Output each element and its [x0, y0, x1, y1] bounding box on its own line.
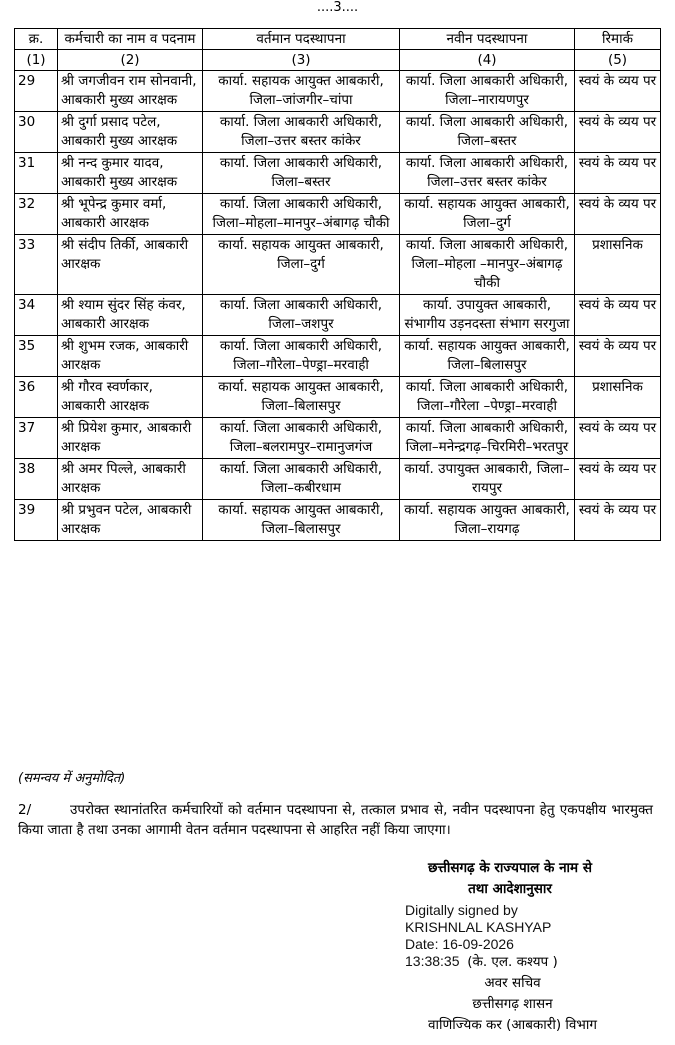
- paragraph-number: 2/: [18, 802, 32, 818]
- officer-title: अवर सचिव: [484, 975, 541, 991]
- row-remark: स्वयं के व्यय पर: [575, 71, 661, 112]
- row-new-posting: कार्या. सहायक आयुक्त आबकारी, जिला–दुर्ग: [400, 194, 575, 235]
- row-remark: स्वयं के व्यय पर: [575, 418, 661, 459]
- table-row: [15, 377, 661, 418]
- paragraph-text: उपरोक्त स्थानांतरित कर्मचारियों को वर्तमान पदस्थापना से, तत्काल प्रभाव से, नवीन पदस्थापना हेतु एकपक्षीय भारमुक्त किया जाता है तथा उनका आगामी वेतन वर्तमान पदस्थापना से आहरित नहीं किया जाएगा।: [18, 802, 653, 838]
- row-remark: प्रशासनिक: [575, 377, 661, 418]
- row-new-posting: कार्या. उपायुक्त आबकारी, संभागीय उड़नदस्ता संभाग सरगुजा: [400, 295, 575, 336]
- row-remark: स्वयं के व्यय पर: [575, 459, 661, 500]
- row-new-posting: कार्या. सहायक आयुक्त आबकारी, जिला–रायगढ़: [400, 500, 575, 541]
- row-sno: 32: [15, 194, 58, 235]
- col-number: (2): [58, 50, 203, 71]
- header-name: कर्मचारी का नाम व पदनाम: [58, 29, 203, 50]
- table-row: [15, 295, 661, 336]
- row-current-posting: कार्या. सहायक आयुक्त आबकारी, जिला–बिलासपुर: [203, 500, 400, 541]
- row-sno: 35: [15, 336, 58, 377]
- digital-signature-name: KRISHNLAL KASHYAP: [405, 919, 552, 935]
- transfer-table: [14, 28, 661, 541]
- table-row: [15, 71, 661, 112]
- row-sno: 34: [15, 295, 58, 336]
- governor-order-line: [390, 858, 630, 900]
- row-new-posting: कार्या. जिला आबकारी अधिकारी, जिला–गौरेला –पेण्ड्रा–मरवाही: [400, 377, 575, 418]
- table-row: [15, 194, 661, 235]
- digital-signature-line: Digitally signed by: [405, 902, 518, 918]
- row-current-posting: कार्या. जिला आबकारी अधिकारी, जिला–बलरामपुर–रामानुजगंज: [203, 418, 400, 459]
- col-number: (4): [400, 50, 575, 71]
- row-current-posting: कार्या. सहायक आयुक्त आबकारी, जिला–बिलासपुर: [203, 377, 400, 418]
- table-row: [15, 153, 661, 194]
- row-current-posting: कार्या. जिला आबकारी अधिकारी, जिला–मोहला–मानपुर–अंबागढ़ चौकी: [203, 194, 400, 235]
- row-remark: स्वयं के व्यय पर: [575, 336, 661, 377]
- row-remark: स्वयं के व्यय पर: [575, 500, 661, 541]
- table-row: [15, 112, 661, 153]
- row-sno: 38: [15, 459, 58, 500]
- row-remark: स्वयं के व्यय पर: [575, 194, 661, 235]
- row-current-posting: कार्या. जिला आबकारी अधिकारी, जिला–उत्तर बस्तर कांकेर: [203, 112, 400, 153]
- row-employee-name: श्री जगजीवन राम सोनवानी, आबकारी मुख्य आरक्षक: [58, 71, 203, 112]
- table-row: [15, 235, 661, 295]
- row-remark: स्वयं के व्यय पर: [575, 112, 661, 153]
- row-new-posting: कार्या. जिला आबकारी अधिकारी, जिला–मोहला –मानपुर–अंबागढ़ चौकी: [400, 235, 575, 295]
- row-remark: प्रशासनिक: [575, 235, 661, 295]
- row-sno: 30: [15, 112, 58, 153]
- row-employee-name: श्री प्रभुवन पटेल, आबकारी आरक्षक: [58, 500, 203, 541]
- table-row: [15, 418, 661, 459]
- col-number: (3): [203, 50, 400, 71]
- row-employee-name: श्री शुभम रजक, आबकारी आरक्षक: [58, 336, 203, 377]
- table-row: [15, 500, 661, 541]
- digital-signature-date: Date: 16-09-2026: [405, 936, 514, 952]
- row-sno: 29: [15, 71, 58, 112]
- row-current-posting: कार्या. जिला आबकारी अधिकारी, जिला–जशपुर: [203, 295, 400, 336]
- row-employee-name: श्री प्रियेश कुमार, आबकारी आरक्षक: [58, 418, 203, 459]
- row-employee-name: श्री भूपेन्द्र कुमार वर्मा, आबकारी आरक्षक: [58, 194, 203, 235]
- digital-signature-time: 13:38:35: [405, 953, 460, 969]
- row-employee-name: श्री संदीप तिर्की, आबकारी आरक्षक: [58, 235, 203, 295]
- officer-block: [400, 952, 625, 1036]
- row-employee-name: श्री श्याम सुंदर सिंह कंवर, आबकारी आरक्षक: [58, 295, 203, 336]
- row-new-posting: कार्या. उपायुक्त आबकारी, जिला–रायपुर: [400, 459, 575, 500]
- row-new-posting: कार्या. जिला आबकारी अधिकारी, जिला–उत्तर बस्तर कांकेर: [400, 153, 575, 194]
- col-number: (1): [15, 50, 58, 71]
- column-number-row: [15, 50, 661, 71]
- row-current-posting: कार्या. जिला आबकारी अधिकारी, जिला–गौरेला–पेण्ड्रा–मरवाही: [203, 336, 400, 377]
- row-sno: 31: [15, 153, 58, 194]
- row-new-posting: कार्या. जिला आबकारी अधिकारी, जिला–बस्तर: [400, 112, 575, 153]
- row-sno: 36: [15, 377, 58, 418]
- governor-line-2: तथा आदेशानुसार: [468, 881, 552, 897]
- header-current-posting: वर्तमान पदस्थापना: [203, 29, 400, 50]
- table-header-row: [15, 29, 661, 50]
- row-remark: स्वयं के व्यय पर: [575, 295, 661, 336]
- row-new-posting: कार्या. जिला आबकारी अधिकारी, जिला–नारायणपुर: [400, 71, 575, 112]
- row-employee-name: श्री अमर पिल्ले, आबकारी आरक्षक: [58, 459, 203, 500]
- header-new-posting: नवीन पदस्थापना: [400, 29, 575, 50]
- page-marker: ....3....: [316, 0, 359, 15]
- header-remark: रिमार्क: [575, 29, 661, 50]
- row-new-posting: कार्या. सहायक आयुक्त आबकारी, जिला–बिलासपुर: [400, 336, 575, 377]
- row-employee-name: श्री गौरव स्वर्णकार, आबकारी आरक्षक: [58, 377, 203, 418]
- officer-name: (के. एल. कश्यप ): [467, 954, 558, 970]
- row-sno: 37: [15, 418, 58, 459]
- governor-line-1: छत्तीसगढ़ के राज्यपाल के नाम से: [428, 860, 592, 876]
- row-new-posting: कार्या. जिला आबकारी अधिकारी, जिला–मनेन्द्रगढ़–चिरमिरी–भरतपुर: [400, 418, 575, 459]
- row-employee-name: श्री दुर्गा प्रसाद पटेल, आबकारी मुख्य आरक्षक: [58, 112, 203, 153]
- row-current-posting: कार्या. सहायक आयुक्त आबकारी, जिला–जांजगीर–चांपा: [203, 71, 400, 112]
- row-sno: 39: [15, 500, 58, 541]
- header-sno: क्र.: [15, 29, 58, 50]
- row-sno: 33: [15, 235, 58, 295]
- table-row: [15, 336, 661, 377]
- row-current-posting: कार्या. जिला आबकारी अधिकारी, जिला–बस्तर: [203, 153, 400, 194]
- officer-government: छत्तीसगढ़ शासन: [472, 996, 553, 1012]
- officer-department: वाणिज्यिक कर (आबकारी) विभाग: [428, 1017, 597, 1033]
- row-current-posting: कार्या. सहायक आयुक्त आबकारी, जिला–दुर्ग: [203, 235, 400, 295]
- col-number: (5): [575, 50, 661, 71]
- row-employee-name: श्री नन्द कुमार यादव, आबकारी मुख्य आरक्षक: [58, 153, 203, 194]
- row-current-posting: कार्या. जिला आबकारी अधिकारी, जिला–कबीरधाम: [203, 459, 400, 500]
- row-remark: स्वयं के व्यय पर: [575, 153, 661, 194]
- approved-note: (समन्वय में अनुमोदित): [18, 771, 126, 786]
- order-paragraph: [18, 800, 653, 840]
- table-row: [15, 459, 661, 500]
